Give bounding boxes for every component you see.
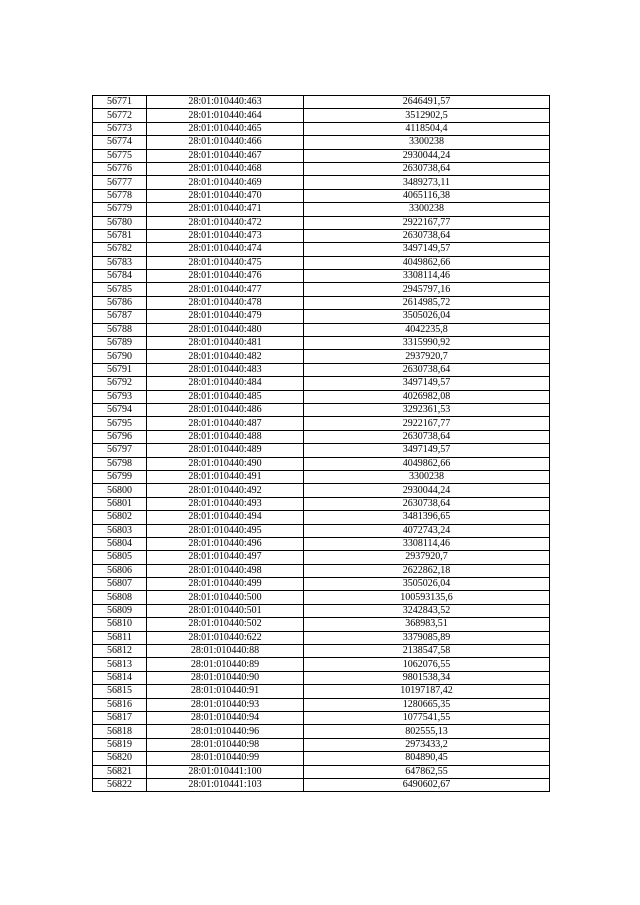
row-number-cell: 56806 (93, 564, 147, 577)
row-number-cell: 56822 (93, 778, 147, 791)
table-row (93, 203, 550, 216)
row-number-cell: 56799 (93, 470, 147, 483)
value-cell: 2630738,64 (304, 497, 550, 510)
value-cell: 3489273,11 (304, 176, 550, 189)
row-number-cell: 56792 (93, 377, 147, 390)
row-number-cell: 56820 (93, 752, 147, 765)
cadastral-number-cell: 28:01:010440:465 (147, 122, 304, 135)
value-cell: 4049862,66 (304, 256, 550, 269)
row-number-cell: 56797 (93, 444, 147, 457)
table-row (93, 310, 550, 323)
table-row (93, 457, 550, 470)
row-number-cell: 56813 (93, 658, 147, 671)
value-cell: 3300238 (304, 136, 550, 149)
row-number-cell: 56785 (93, 283, 147, 296)
table-row (93, 256, 550, 269)
row-number-cell: 56821 (93, 765, 147, 778)
value-cell: 6490602,67 (304, 778, 550, 791)
row-number-cell: 56771 (93, 96, 147, 109)
row-number-cell: 56780 (93, 216, 147, 229)
cadastral-number-cell: 28:01:010440:475 (147, 256, 304, 269)
table-body (93, 96, 550, 792)
value-cell: 1077541,55 (304, 711, 550, 724)
row-number-cell: 56796 (93, 430, 147, 443)
cadastral-number-cell: 28:01:010440:472 (147, 216, 304, 229)
value-cell: 3505026,04 (304, 578, 550, 591)
table-row (93, 296, 550, 309)
table-row (93, 337, 550, 350)
cadastral-number-cell: 28:01:010440:96 (147, 725, 304, 738)
table-row (93, 377, 550, 390)
cadastral-number-cell: 28:01:010440:98 (147, 738, 304, 751)
row-number-cell: 56775 (93, 149, 147, 162)
table-row (93, 497, 550, 510)
row-number-cell: 56802 (93, 511, 147, 524)
cadastral-number-cell: 28:01:010440:502 (147, 618, 304, 631)
cadastral-number-cell: 28:01:010440:474 (147, 243, 304, 256)
table-row (93, 136, 550, 149)
cadastral-number-cell: 28:01:010440:99 (147, 752, 304, 765)
value-cell: 3505026,04 (304, 310, 550, 323)
table-row (93, 765, 550, 778)
cadastral-number-cell: 28:01:010440:469 (147, 176, 304, 189)
cadastral-number-cell: 28:01:010440:486 (147, 403, 304, 416)
value-cell: 10197187,42 (304, 685, 550, 698)
value-cell: 2922167,77 (304, 417, 550, 430)
value-cell: 4118504,4 (304, 122, 550, 135)
table-row (93, 564, 550, 577)
row-number-cell: 56783 (93, 256, 147, 269)
cadastral-number-cell: 28:01:010440:484 (147, 377, 304, 390)
table-row (93, 470, 550, 483)
cadastral-number-cell: 28:01:010440:476 (147, 270, 304, 283)
cadastral-number-cell: 28:01:010440:464 (147, 109, 304, 122)
value-cell: 4065116,38 (304, 189, 550, 202)
row-number-cell: 56793 (93, 390, 147, 403)
value-cell: 2922167,77 (304, 216, 550, 229)
table-row (93, 591, 550, 604)
value-cell: 3315990,92 (304, 337, 550, 350)
cadastral-number-cell: 28:01:010440:479 (147, 310, 304, 323)
value-cell: 3497149,57 (304, 243, 550, 256)
cadastral-number-cell: 28:01:010441:100 (147, 765, 304, 778)
cadastral-number-cell: 28:01:010440:473 (147, 229, 304, 242)
cadastral-number-cell: 28:01:010440:495 (147, 524, 304, 537)
table-row (93, 270, 550, 283)
row-number-cell: 56798 (93, 457, 147, 470)
row-number-cell: 56788 (93, 323, 147, 336)
cadastral-number-cell: 28:01:010440:494 (147, 511, 304, 524)
value-cell: 4072743,24 (304, 524, 550, 537)
row-number-cell: 56789 (93, 337, 147, 350)
table-row (93, 698, 550, 711)
row-number-cell: 56808 (93, 591, 147, 604)
row-number-cell: 56803 (93, 524, 147, 537)
value-cell: 4042235,8 (304, 323, 550, 336)
cadastral-number-cell: 28:01:010440:481 (147, 337, 304, 350)
table-row (93, 283, 550, 296)
cadastral-number-cell: 28:01:010440:483 (147, 363, 304, 376)
table-row (93, 229, 550, 242)
cadastral-number-cell: 28:01:010440:90 (147, 671, 304, 684)
value-cell: 3308114,46 (304, 537, 550, 550)
row-number-cell: 56815 (93, 685, 147, 698)
cadastral-number-cell: 28:01:010440:487 (147, 417, 304, 430)
table-row (93, 176, 550, 189)
row-number-cell: 56816 (93, 698, 147, 711)
row-number-cell: 56782 (93, 243, 147, 256)
value-cell: 2945797,16 (304, 283, 550, 296)
row-number-cell: 56776 (93, 162, 147, 175)
value-cell: 804890,45 (304, 752, 550, 765)
cadastral-number-cell: 28:01:010440:478 (147, 296, 304, 309)
row-number-cell: 56818 (93, 725, 147, 738)
row-number-cell: 56801 (93, 497, 147, 510)
value-cell: 2973433,2 (304, 738, 550, 751)
row-number-cell: 56794 (93, 403, 147, 416)
value-cell: 368983,51 (304, 618, 550, 631)
value-cell: 3379085,89 (304, 631, 550, 644)
table-row (93, 484, 550, 497)
value-cell: 2622862,18 (304, 564, 550, 577)
table-row (93, 645, 550, 658)
table-row (93, 725, 550, 738)
row-number-cell: 56786 (93, 296, 147, 309)
table-row (93, 685, 550, 698)
table-row (93, 658, 550, 671)
value-cell: 2646491,57 (304, 96, 550, 109)
row-number-cell: 56778 (93, 189, 147, 202)
row-number-cell: 56772 (93, 109, 147, 122)
cadastral-number-cell: 28:01:010440:496 (147, 537, 304, 550)
table-row (93, 618, 550, 631)
row-number-cell: 56790 (93, 350, 147, 363)
value-cell: 3300238 (304, 203, 550, 216)
cadastral-number-cell: 28:01:010440:91 (147, 685, 304, 698)
table-row (93, 430, 550, 443)
value-cell: 100593135,6 (304, 591, 550, 604)
value-cell: 2630738,64 (304, 430, 550, 443)
row-number-cell: 56807 (93, 578, 147, 591)
value-cell: 2930044,24 (304, 484, 550, 497)
row-number-cell: 56814 (93, 671, 147, 684)
value-cell: 2630738,64 (304, 229, 550, 242)
value-cell: 3300238 (304, 470, 550, 483)
cadastral-number-cell: 28:01:010440:471 (147, 203, 304, 216)
row-number-cell: 56773 (93, 122, 147, 135)
value-cell: 3308114,46 (304, 270, 550, 283)
table-row (93, 711, 550, 724)
table-row (93, 189, 550, 202)
row-number-cell: 56812 (93, 645, 147, 658)
value-cell: 3512902,5 (304, 109, 550, 122)
table-row (93, 738, 550, 751)
table-row (93, 363, 550, 376)
value-cell: 3242843,52 (304, 604, 550, 617)
table-row (93, 671, 550, 684)
row-number-cell: 56800 (93, 484, 147, 497)
table-row (93, 390, 550, 403)
cadastral-number-cell: 28:01:010440:485 (147, 390, 304, 403)
value-cell: 9801538,34 (304, 671, 550, 684)
cadastral-number-cell: 28:01:010441:103 (147, 778, 304, 791)
row-number-cell: 56784 (93, 270, 147, 283)
cadastral-number-cell: 28:01:010440:482 (147, 350, 304, 363)
value-cell: 1062076,55 (304, 658, 550, 671)
table-row (93, 537, 550, 550)
row-number-cell: 56809 (93, 604, 147, 617)
table-row (93, 216, 550, 229)
value-cell: 647862,55 (304, 765, 550, 778)
cadastral-number-cell: 28:01:010440:94 (147, 711, 304, 724)
row-number-cell: 56805 (93, 551, 147, 564)
cadastral-number-cell: 28:01:010440:93 (147, 698, 304, 711)
cadastral-number-cell: 28:01:010440:622 (147, 631, 304, 644)
table-row (93, 122, 550, 135)
row-number-cell: 56817 (93, 711, 147, 724)
cadastral-value-table (92, 95, 550, 792)
cadastral-number-cell: 28:01:010440:489 (147, 444, 304, 457)
cadastral-number-cell: 28:01:010440:463 (147, 96, 304, 109)
table-row (93, 551, 550, 564)
table-row (93, 149, 550, 162)
cadastral-number-cell: 28:01:010440:477 (147, 283, 304, 296)
table-row (93, 631, 550, 644)
row-number-cell: 56781 (93, 229, 147, 242)
table-row (93, 778, 550, 791)
table-row (93, 524, 550, 537)
row-number-cell: 56777 (93, 176, 147, 189)
cadastral-number-cell: 28:01:010440:499 (147, 578, 304, 591)
cadastral-number-cell: 28:01:010440:490 (147, 457, 304, 470)
cadastral-number-cell: 28:01:010440:480 (147, 323, 304, 336)
table-row (93, 417, 550, 430)
value-cell: 3497149,57 (304, 377, 550, 390)
row-number-cell: 56795 (93, 417, 147, 430)
table-row (93, 578, 550, 591)
table-row (93, 444, 550, 457)
table-row (93, 162, 550, 175)
value-cell: 3497149,57 (304, 444, 550, 457)
value-cell: 1280665,35 (304, 698, 550, 711)
value-cell: 2630738,64 (304, 162, 550, 175)
value-cell: 2138547,58 (304, 645, 550, 658)
table-row (93, 604, 550, 617)
value-cell: 2937920,7 (304, 350, 550, 363)
cadastral-number-cell: 28:01:010440:468 (147, 162, 304, 175)
value-cell: 3481396,65 (304, 511, 550, 524)
row-number-cell: 56791 (93, 363, 147, 376)
value-cell: 2614985,72 (304, 296, 550, 309)
row-number-cell: 56787 (93, 310, 147, 323)
row-number-cell: 56774 (93, 136, 147, 149)
row-number-cell: 56779 (93, 203, 147, 216)
cadastral-number-cell: 28:01:010440:497 (147, 551, 304, 564)
table-row (93, 752, 550, 765)
value-cell: 2930044,24 (304, 149, 550, 162)
row-number-cell: 56819 (93, 738, 147, 751)
cadastral-number-cell: 28:01:010440:493 (147, 497, 304, 510)
cadastral-number-cell: 28:01:010440:470 (147, 189, 304, 202)
row-number-cell: 56811 (93, 631, 147, 644)
cadastral-number-cell: 28:01:010440:498 (147, 564, 304, 577)
table-row (93, 511, 550, 524)
value-cell: 2630738,64 (304, 363, 550, 376)
table-row (93, 243, 550, 256)
cadastral-number-cell: 28:01:010440:500 (147, 591, 304, 604)
cadastral-number-cell: 28:01:010440:89 (147, 658, 304, 671)
value-cell: 802555,13 (304, 725, 550, 738)
value-cell: 2937920,7 (304, 551, 550, 564)
value-cell: 4049862,66 (304, 457, 550, 470)
table-row (93, 403, 550, 416)
table-row (93, 96, 550, 109)
table-row (93, 350, 550, 363)
cadastral-number-cell: 28:01:010440:501 (147, 604, 304, 617)
cadastral-number-cell: 28:01:010440:492 (147, 484, 304, 497)
cadastral-number-cell: 28:01:010440:488 (147, 430, 304, 443)
cadastral-number-cell: 28:01:010440:467 (147, 149, 304, 162)
value-cell: 3292361,53 (304, 403, 550, 416)
cadastral-number-cell: 28:01:010440:466 (147, 136, 304, 149)
row-number-cell: 56804 (93, 537, 147, 550)
table-row (93, 323, 550, 336)
value-cell: 4026982,08 (304, 390, 550, 403)
table-row (93, 109, 550, 122)
cadastral-number-cell: 28:01:010440:491 (147, 470, 304, 483)
cadastral-number-cell: 28:01:010440:88 (147, 645, 304, 658)
row-number-cell: 56810 (93, 618, 147, 631)
